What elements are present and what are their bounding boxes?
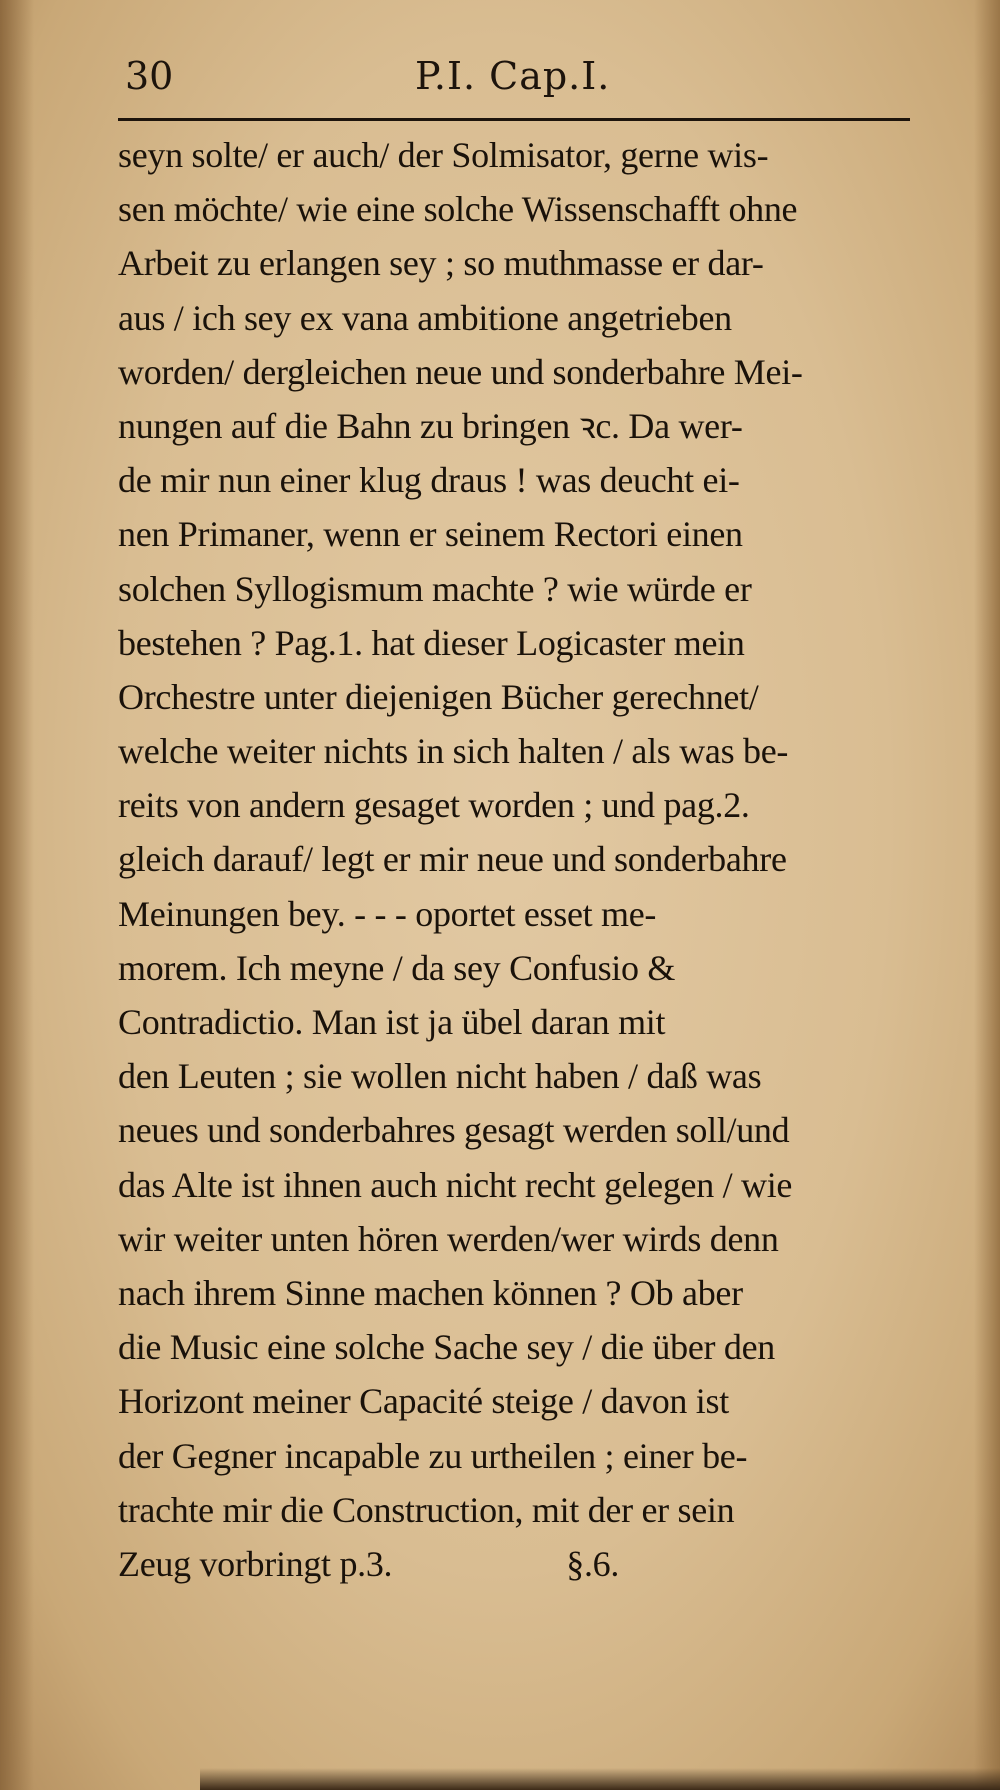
page-number: 30: [125, 54, 174, 98]
text-line: gleich darauf/ legt er mir neue und sonderbahre: [118, 839, 787, 880]
text-line: die Music eine solche Sache sey / die über den: [118, 1327, 775, 1368]
text-line: Orchestre unter diejenigen Bücher gerechnet/: [118, 676, 759, 717]
text-line: wir weiter unten hören werden/wer wirds denn: [118, 1218, 779, 1259]
text-line: morem. Ich meyne / da sey Confusio &: [118, 947, 676, 988]
text-line: de mir nun einer klug draus ! was deucht ei-: [118, 460, 740, 501]
header-rule: [118, 118, 910, 121]
text-line: trachte mir die Construction, mit der er sein: [118, 1489, 735, 1530]
text-line: sen möchte/ wie eine solche Wissenschafft ohne: [118, 189, 798, 230]
text-line: Horizont meiner Capacité steige / davon ist: [118, 1381, 729, 1422]
text-line: worden/ dergleichen neue und sonderbahre Mei-: [118, 351, 803, 392]
running-head: P.I. Cap.I.: [415, 54, 611, 98]
text-line: neues und sonderbahres gesagt werden soll/und: [118, 1110, 790, 1151]
page-edge: [974, 0, 1000, 1790]
text-line: aus / ich sey ex vana ambitione angetrieben: [118, 297, 732, 338]
text-line: Meinungen bey. - - - oportet esset me-: [118, 893, 657, 934]
text-line: welche weiter nichts in sich halten / als was be-: [118, 731, 789, 772]
page-header: [125, 50, 925, 110]
text-line: nungen auf die Bahn zu bringen ꝛc. Da wer-: [118, 405, 743, 446]
text-line: Zeug vorbringt p.3. §.6.: [118, 1543, 620, 1584]
text-line: solchen Syllogismum machte ? wie würde er: [118, 568, 752, 609]
text-line: bestehen ? Pag.1. hat dieser Logicaster mein: [118, 622, 745, 663]
text-line: reits von andern gesaget worden ; und pag.2.: [118, 785, 750, 826]
spine-shadow: [0, 0, 34, 1790]
text-line: den Leuten ; sie wollen nicht haben / daß was: [118, 1056, 762, 1097]
text-line: das Alte ist ihnen auch nicht recht gelegen / wie: [118, 1164, 793, 1205]
text-line: der Gegner incapable zu urtheilen ; einer be-: [118, 1435, 748, 1476]
text-line: Contradictio. Man ist ja übel daran mit: [118, 1002, 666, 1042]
text-line: nach ihrem Sinne machen können ? Ob aber: [118, 1272, 743, 1313]
bottom-edge-shadow: [200, 1768, 1000, 1790]
body-text: [118, 128, 948, 1591]
text-line: seyn solte/ er auch/ der Solmisator, gerne wis-: [118, 135, 769, 175]
text-line: nen Primaner, wenn er seinem Rectori einen: [118, 514, 743, 555]
text-line: Arbeit zu erlangen sey ; so muthmasse er dar-: [118, 243, 764, 284]
